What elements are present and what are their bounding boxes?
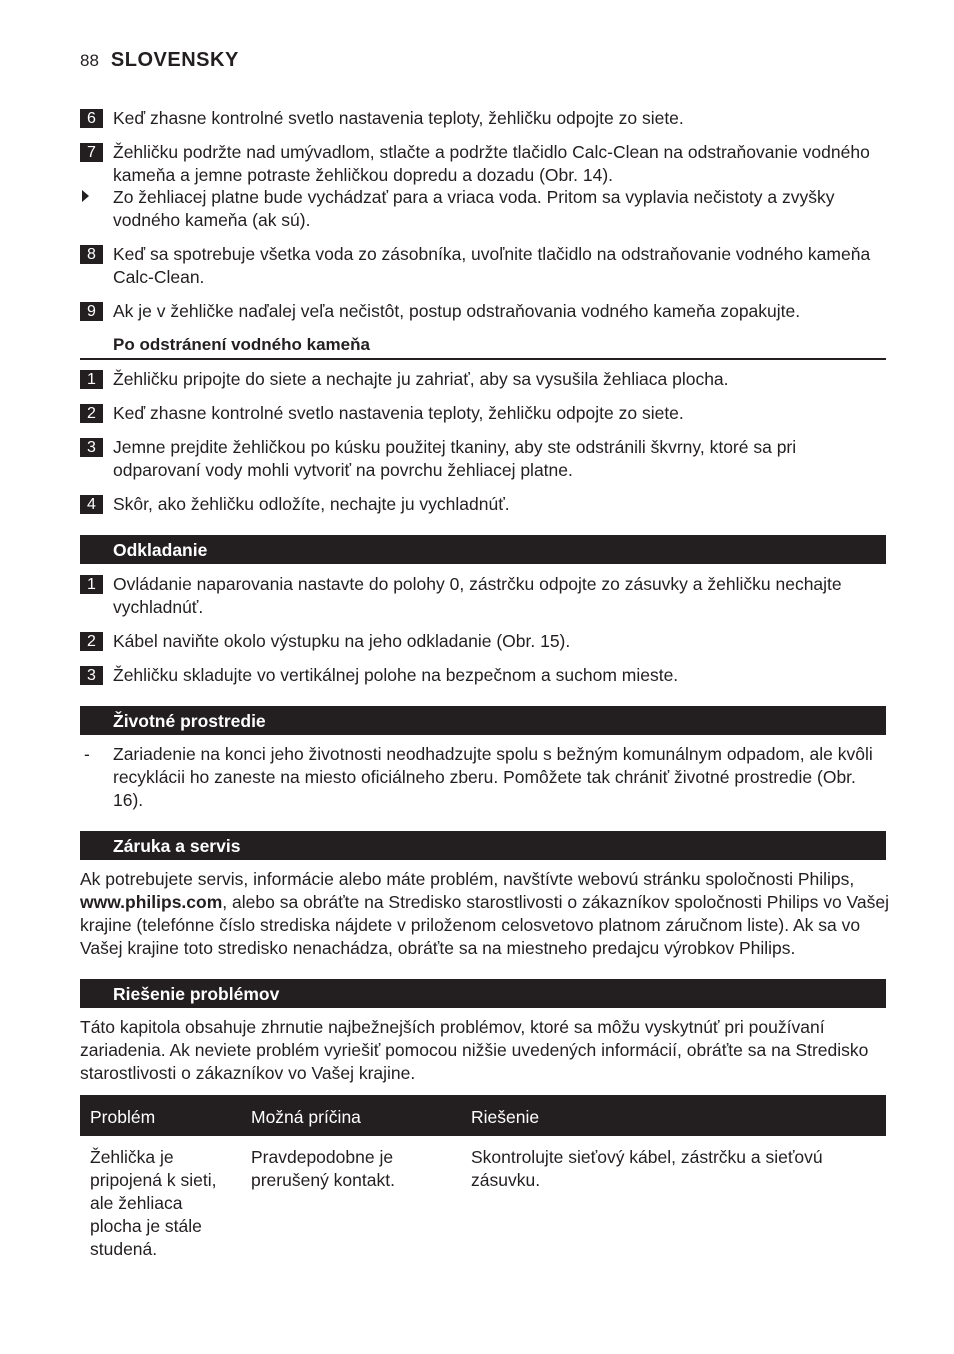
storage-step-3	[80, 664, 886, 687]
language-title: SLOVENSKY	[110, 49, 239, 71]
step-number: 9	[80, 302, 103, 321]
step-6	[80, 107, 886, 130]
storage-step-1	[80, 573, 886, 619]
step-text: Skôr, ako žehličku odložíte, nechajte ju vychladnúť.	[113, 494, 510, 514]
step-text: Keď sa spotrebuje všetka voda zo zásobníka, uvoľnite tlačidlo na odstraňovanie vodného kameňa Calc-Clean.	[113, 244, 871, 287]
step-number: 1	[80, 370, 103, 389]
step-text: Keď zhasne kontrolné svetlo nastavenia teploty, žehličku odpojte zo siete.	[113, 403, 684, 423]
after-step-2	[80, 402, 886, 425]
table-row	[80, 1136, 886, 1311]
column-header-solution: Riešenie	[471, 1107, 540, 1127]
environment-item	[80, 743, 886, 812]
troubleshooting-intro: Táto kapitola obsahuje zhrnutie najbežnejších problémov, ktoré sa môžu vyskytnúť pri používaní zariadenia. Ak neviete problém vyriešiť pomocou nižšie uvedených informácií, obráťte sa na Stredisko starostlivosti o zákazníkov vo Vašej krajine.	[80, 1017, 869, 1083]
bullet-text: Zo žehliacej platne bude vychádzať para a vriaca voda. Pritom sa vyplavia nečistoty a zvyšky vodného kameňa (ak sú).	[113, 187, 835, 230]
philips-website-link[interactable]: www.philips.com	[80, 892, 223, 912]
step-text: Keď zhasne kontrolné svetlo nastavenia teploty, žehličku odpojte zo siete.	[113, 108, 684, 128]
step-number: 1	[80, 575, 103, 594]
step-number: 3	[80, 438, 103, 457]
column-header-cause: Možná príčina	[251, 1107, 361, 1127]
cause-cell: Pravdepodobne je prerušený kontakt.	[251, 1147, 395, 1190]
step-number: 6	[80, 109, 103, 128]
environment-text: Zariadenie na konci jeho životnosti neodhadzujte spolu s bežným komunálnym odpadom, ale kvôli recyklácii ho zaneste na miesto oficiálneho zberu. Pomôžete tak chrániť životné prostredie (Obr. 16).	[113, 744, 873, 810]
bullet-note	[80, 186, 886, 232]
after-step-3	[80, 436, 886, 482]
triangle-bullet-icon	[82, 190, 89, 202]
warranty-heading: Záruka a servis	[80, 831, 886, 860]
after-descale-heading: Po odstránení vodného kameňa	[80, 334, 886, 360]
step-9	[80, 300, 886, 323]
step-number: 4	[80, 495, 103, 514]
step-text: Jemne prejdite žehličkou po kúsku použitej tkaniny, aby ste odstránili škvrny, ktoré sa pri odparovaní vody mohli vytvoriť na povrchu žehliacej platne.	[113, 437, 797, 480]
step-text: Ovládanie naparovania nastavte do polohy 0, zástrčku odpojte zo zásuvky a žehličku nechajte vychladnúť.	[113, 574, 842, 617]
step-text: Ak je v žehličke naďalej veľa nečistôt, postup odstraňovania vodného kameňa zopakujte.	[113, 301, 801, 321]
step-text: Žehličku skladujte vo vertikálnej polohe na bezpečnom a suchom mieste.	[113, 665, 679, 685]
column-header-problem: Problém	[90, 1107, 156, 1127]
solution-cell: Skontrolujte sieťový kábel, zástrčku a sieťovú zásuvku.	[471, 1147, 823, 1190]
troubleshooting-heading: Riešenie problémov	[80, 979, 886, 1008]
step-text: Žehličku podržte nad umývadlom, stlačte a podržte tlačidlo Calc-Clean na odstraňovanie vodného kameňa a jemne potraste žehličkou dopredu a dozadu (Obr. 14).	[113, 142, 870, 185]
table-header	[80, 1095, 886, 1136]
after-step-4	[80, 493, 886, 516]
storage-heading: Odkladanie	[80, 535, 886, 564]
step-number: 2	[80, 404, 103, 423]
page-number: 88	[80, 51, 99, 70]
warranty-text: Ak potrebujete servis, informácie alebo máte problém, navštívte webovú stránku spoločnosti Philips, www.philips.com, alebo sa obráťte na Stredisko starostlivosti o zákazníkov spoločnosti Philips vo Vašej krajine (telefónne číslo strediska nájdete v priloženom celosvetovo platnom záručnom liste). Ak sa vo Vašej krajine toto stredisko nenachádza, obráťte sa na miestneho predajcu výrobkov Philips.	[80, 869, 890, 958]
step-number: 2	[80, 632, 103, 651]
step-number: 8	[80, 245, 103, 264]
step-8	[80, 243, 886, 289]
environment-heading: Životné prostredie	[80, 706, 886, 735]
step-number: 7	[80, 143, 103, 162]
problem-cell: Žehlička je pripojená k sieti, ale žehliaca plocha je stále studená.	[90, 1147, 217, 1259]
step-7	[80, 141, 886, 187]
after-step-1	[80, 368, 886, 391]
step-text: Kábel naviňte okolo výstupku na jeho odkladanie (Obr. 15).	[113, 631, 571, 651]
page-header	[80, 49, 239, 73]
step-number: 3	[80, 666, 103, 685]
step-text: Žehličku pripojte do siete a nechajte ju zahriať, aby sa vysušila žehliaca plocha.	[113, 369, 729, 389]
dash-bullet: -	[84, 744, 90, 764]
storage-step-2	[80, 630, 886, 653]
troubleshooting-table	[80, 1095, 886, 1311]
